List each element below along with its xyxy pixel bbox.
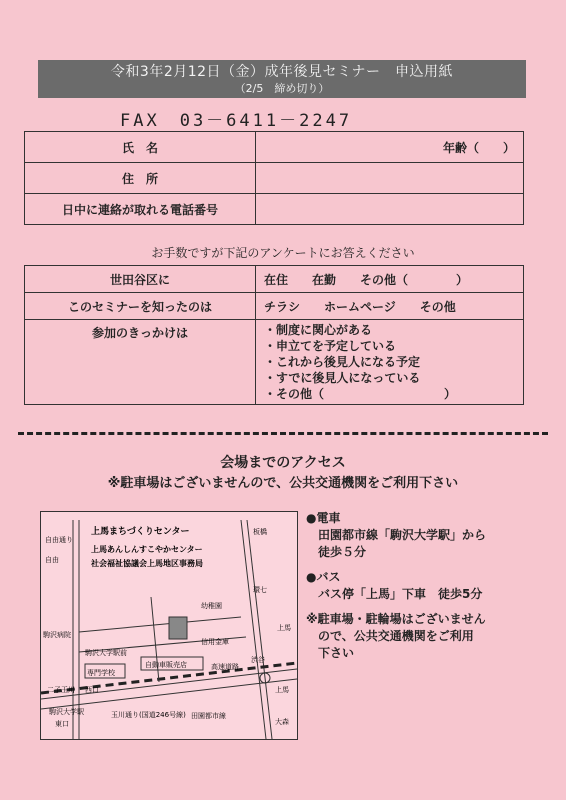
map-label: 環七 <box>253 586 267 594</box>
map-label: 大森 <box>275 718 289 726</box>
reason-list <box>264 320 515 404</box>
train-heading: ●電車 <box>306 511 341 525</box>
title-banner <box>38 60 526 98</box>
survey-table <box>24 265 524 405</box>
reason-option[interactable]: ・制度に関心がある <box>264 323 373 337</box>
map-label: 高速道路 <box>211 663 239 671</box>
map-label: 板橋 <box>253 528 267 536</box>
transit-info <box>306 510 520 662</box>
reason-option[interactable]: ・すでに後見人になっている <box>264 371 421 385</box>
map-label: 駒沢大学駅 <box>49 708 84 716</box>
map-label: 自由通り <box>45 536 73 544</box>
survey-row <box>25 293 524 320</box>
residence-options[interactable]: 在住 在勤 その他（ ） <box>256 266 524 293</box>
survey-row <box>25 266 524 293</box>
phone-row <box>25 194 524 225</box>
parking-notice: ※駐車場はございませんので、公共交通機関をご利用下さい <box>107 476 459 491</box>
fax-number: FAX 03－6411－2247 <box>120 111 353 131</box>
survey-intro: お手数ですが下記のアンケートにお答えください <box>151 246 415 260</box>
reason-option[interactable]: ・申立てを予定している <box>264 339 397 353</box>
map-label: 幼稚園 <box>201 602 222 610</box>
cut-line <box>18 432 548 435</box>
train-walk: 徒歩５分 <box>318 545 367 559</box>
applicant-info-table <box>24 131 524 225</box>
train-text: 田園都市線「駒沢大学駅」から <box>318 528 487 542</box>
map-label: 駒沢大学駅前 <box>85 649 127 657</box>
seminar-title: 令和3年2月12日（金）成年後見セミナー 申込用紙 <box>110 64 454 80</box>
address-field[interactable] <box>256 163 524 194</box>
map-label: 田園都市線 <box>191 712 226 720</box>
name-label: 氏 名 <box>25 132 256 163</box>
reason-option[interactable]: ・その他（ ） <box>264 387 457 401</box>
bus-heading: ●バス <box>306 570 341 584</box>
map-drawing <box>41 512 297 739</box>
map-label: 専門学校 <box>87 669 115 677</box>
map-label: 信用金庫 <box>201 638 229 646</box>
reason-options <box>256 320 524 405</box>
deadline-text: （2/5 締め切り） <box>234 82 330 95</box>
reason-option[interactable]: ・これから後見人になる予定 <box>264 355 421 369</box>
map-label: 上馬 <box>277 624 291 632</box>
age-field[interactable]: 年齢（ ） <box>256 132 524 163</box>
map-venue-name: 上馬あんしんすこやかセンター <box>91 545 203 554</box>
reason-label: 参加のきっかけは <box>25 320 256 405</box>
parking-note: 下さい <box>318 646 355 660</box>
phone-label: 日中に連絡が取れる電話番号 <box>25 194 256 225</box>
map-venue-name: 上馬まちづくりセンター <box>91 527 190 537</box>
map-label: 玉川通り(国道246号線) <box>111 711 186 719</box>
address-label: 住 所 <box>25 163 256 194</box>
map-label: 自動車販売店 <box>145 661 187 669</box>
survey-row <box>25 320 524 405</box>
map-label: 駒沢病院 <box>43 631 71 639</box>
parking-note: ので、公共交通機関をご利用 <box>318 629 474 643</box>
bus-text: バス停「上馬」下車 徒歩5分 <box>318 587 483 601</box>
source-options[interactable]: チラシ ホームページ その他 <box>256 293 524 320</box>
name-row <box>25 132 524 163</box>
address-row <box>25 163 524 194</box>
map-label: 西口 <box>85 686 99 694</box>
map-label: 東口 <box>55 720 69 728</box>
map-label: 上馬 <box>275 686 289 694</box>
map-label: 自由 <box>45 556 59 564</box>
parking-note: ※駐車場・駐輪場はございません <box>306 612 486 626</box>
map-venue-name: 社会福祉協議会上馬地区事務局 <box>91 559 203 568</box>
access-heading: 会場までのアクセス <box>220 455 346 471</box>
map-label: 渋谷 <box>251 656 265 664</box>
residence-label: 世田谷区に <box>25 266 256 293</box>
source-label: このセミナーを知ったのは <box>25 293 256 320</box>
phone-field[interactable] <box>256 194 524 225</box>
map-label: 二子玉川 <box>47 686 75 694</box>
access-map <box>40 511 298 740</box>
